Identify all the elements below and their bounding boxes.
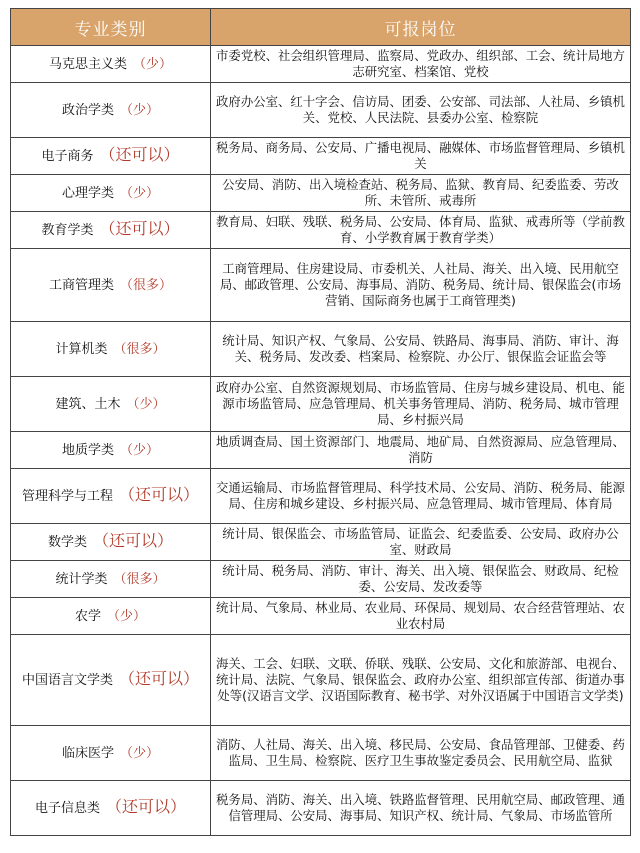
category-cell — [11, 377, 211, 432]
category-cell — [11, 432, 211, 469]
table-row — [11, 249, 631, 322]
category-cell — [11, 726, 211, 781]
posts-cell: 政府办公室、自然资源规划局、市场监管局、住房与城乡建设局、机电、能源市场监管局、应急管理局、机关事务管理局、消防、税务局、城市管理局、乡村振兴局 — [211, 377, 631, 432]
category-name: 中国语言文学类 — [21, 673, 113, 688]
posts-cell: 税务局、商务局、公安局、广播电视局、融媒体、市场监督管理局、乡镇机关 — [211, 138, 631, 175]
posts-cell: 地质调查局、国土资源部门、地震局、地矿局、自然资源局、应急管理局、消防 — [211, 432, 631, 469]
demand-tag: （少） — [120, 102, 160, 118]
demand-tag: （还可以） — [106, 797, 187, 816]
category-cell — [11, 175, 211, 212]
header-posts: 可报岗位 — [211, 9, 631, 46]
posts-cell: 政府办公室、红十字会、信访局、团委、公安部、司法部、人社局、乡镇机关、党校、人民法院、县委办公室、检察院 — [211, 83, 631, 138]
demand-tag: （少） — [126, 396, 166, 412]
demand-tag: （很多） — [120, 277, 173, 293]
table-row — [11, 726, 631, 781]
category-cell — [11, 138, 211, 175]
header-row — [11, 9, 631, 46]
posts-cell: 统计局、知识产权、气象局、公安局、铁路局、海事局、消防、审计、海关、税务局、发改委、档案局、检察院、办公厅、银保监会证监会等 — [211, 322, 631, 377]
demand-tag: （少） — [120, 745, 160, 761]
header-category: 专业类别 — [11, 9, 211, 46]
category-name: 教育学类 — [41, 223, 94, 238]
table-row — [11, 524, 631, 561]
posts-cell: 统计局、气象局、林业局、农业局、环保局、规划局、农合经营管理站、农业农村局 — [211, 598, 631, 635]
category-name: 计算机类 — [55, 341, 108, 357]
table-row — [11, 432, 631, 469]
table-row — [11, 469, 631, 524]
category-name: 农学 — [74, 608, 101, 624]
category-cell — [11, 635, 211, 726]
table-row — [11, 598, 631, 635]
category-name: 心理学类 — [61, 185, 114, 201]
category-cell — [11, 781, 211, 836]
demand-tag: （还可以） — [119, 669, 200, 688]
table-wrapper — [10, 8, 630, 836]
posts-cell: 市委党校、社会组织管理局、监察局、党政办、组织部、工会、统计局地方志研究室、档案馆、党校 — [211, 46, 631, 83]
posts-cell: 工商管理局、住房建设局、市委机关、人社局、海关、出入境、民用航空局、邮政管理、公安局、海事局、消防、税务局、统计局、银保监会(市场营销、国际商务也属于工商管理类) — [211, 249, 631, 322]
majors-table — [10, 8, 631, 836]
posts-cell: 海关、工会、妇联、文联、侨联、残联、公安局、文化和旅游部、电视台、统计局、法院、气象局、银保监会、政府办公室、组织部宣传部、街道办事处等(汉语言文学、汉语国际教育、秘书学、对外汉语属于中国语言文学类) — [211, 635, 631, 726]
category-name: 建筑、土木 — [55, 396, 121, 412]
posts-cell: 统计局、税务局、消防、审计、海关、出入境、银保监会、财政局、纪检委、公安局、发改委等 — [211, 561, 631, 598]
category-name: 数学类 — [47, 535, 87, 550]
category-name: 马克思主义类 — [48, 56, 127, 72]
demand-tag: （还可以） — [99, 145, 180, 164]
demand-tag: （还可以） — [99, 219, 180, 238]
demand-tag: （少） — [120, 185, 160, 201]
table-body — [11, 46, 631, 836]
category-name: 地质学类 — [61, 442, 114, 458]
demand-tag: （少） — [120, 442, 160, 458]
table-row — [11, 377, 631, 432]
demand-tag: （还可以） — [119, 485, 200, 504]
posts-cell: 交通运输局、市场监督管理局、科学技术局、公安局、消防、税务局、能源局、住房和城乡建设、乡村振兴局、应急管理局、城市管理局、体育局 — [211, 469, 631, 524]
demand-tag: （还可以） — [93, 531, 174, 550]
table-row — [11, 781, 631, 836]
table-row — [11, 46, 631, 83]
category-cell — [11, 46, 211, 83]
demand-tag: （很多） — [113, 341, 166, 357]
category-cell — [11, 249, 211, 322]
posts-cell: 统计局、银保监会、市场监管局、证监会、纪委监委、公安局、政府办公室、财政局 — [211, 524, 631, 561]
category-name: 政治学类 — [61, 102, 114, 118]
posts-cell: 消防、人社局、海关、出入境、移民局、公安局、食品管理部、卫健委、药监局、卫生局、检察院、医疗卫生事故鉴定委员会、民用航空局、监狱 — [211, 726, 631, 781]
category-name: 工商管理类 — [48, 277, 114, 293]
demand-tag: （很多） — [113, 571, 166, 587]
table-row — [11, 322, 631, 377]
table-row — [11, 212, 631, 249]
table-row — [11, 175, 631, 212]
category-name: 统计学类 — [55, 571, 108, 587]
category-cell — [11, 561, 211, 598]
demand-tag: （少） — [133, 56, 173, 72]
category-cell — [11, 212, 211, 249]
category-name: 电子商务 — [41, 149, 94, 164]
table-row — [11, 138, 631, 175]
category-name: 临床医学 — [61, 745, 114, 761]
posts-cell: 教育局、妇联、残联、税务局、公安局、体育局、监狱、戒毒所等（学前教育、小学教育属于教育学类） — [211, 212, 631, 249]
table-row — [11, 83, 631, 138]
table-row — [11, 561, 631, 598]
category-cell — [11, 469, 211, 524]
category-name: 管理科学与工程 — [21, 489, 113, 504]
table-row — [11, 635, 631, 726]
posts-cell: 公安局、消防、出入境检查站、税务局、监狱、教育局、纪委监委、劳改所、未管所、戒毒所 — [211, 175, 631, 212]
category-cell — [11, 598, 211, 635]
demand-tag: （少） — [107, 608, 147, 624]
category-cell — [11, 83, 211, 138]
category-cell — [11, 524, 211, 561]
posts-cell: 税务局、消防、海关、出入境、铁路监督管理、民用航空局、邮政管理、通信管理局、公安局、海事局、知识产权、统计局、气象局、市场监管所 — [211, 781, 631, 836]
category-name: 电子信息类 — [34, 801, 100, 816]
category-cell — [11, 322, 211, 377]
